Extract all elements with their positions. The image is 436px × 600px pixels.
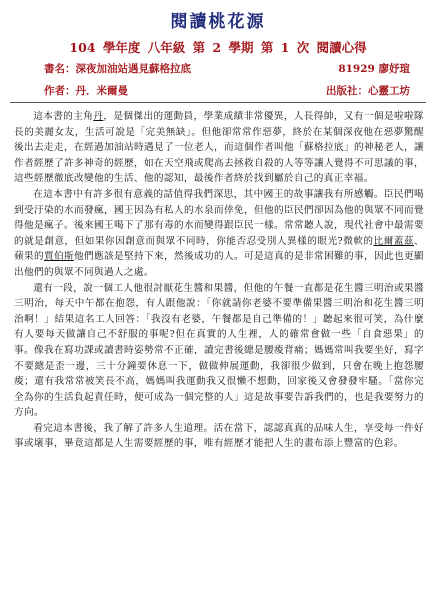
reading-report-page — [6, 4, 430, 596]
name-steve-jobs: 賈伯斯 — [44, 251, 74, 263]
publisher-label: 出版社： — [326, 85, 368, 97]
publisher-field — [326, 80, 410, 102]
essay-paragraph-3: 還有一段，說一個工人他很討厭花生醬和果醬，但他的午餐一直都是花生醬三明治或果醬三明治，每天中午都在抱怨，有人跟他說：「你就請你老婆不要準備果醬三明治和花生醬三明治啊！」結果這名工人回答：「我沒有老婆，午餐都是自己準備的！」聽起來很可笑，為什麼有人要每天做讓自己不舒服的事呢?但在真實的人生裡，人的確常會做一些「自食惡果」的事。像我在寫功課或讀書時姿勢常不正確，讀完書後總是腰痠背痛；媽媽常叫我要坐好，寫字不要總是歪一邊，三十分鐘要休息一下，做做伸展運動，我卻很少做到，只會在晚上抱怨腰痠；還有我常常被笑長不高，媽媽叫我運動我又很懶不想動，回家後又會發發牢騷。「當你完全為你的生活負起責任時，便可成為一個完整的人」這是故事要告訴我們的，也是我要努力的方向。 — [14, 282, 424, 419]
author-value: 丹．米爾曼 — [75, 85, 128, 97]
book-title-value: 深夜加油站遇見蘇格拉底 — [75, 63, 191, 75]
essay-paragraph-4: 看完這本書後，我了解了許多人生道理。活在當下，認認真真的品味人生，享受每一件好事或壞事，畢竟這都是人生需要經歷的事，唯有經歷才能把人生的畫布添上豐富的色彩。 — [14, 422, 424, 450]
p2-text-a: 在這本書中有許多很有意義的話值得我們深思，其中國王的故事讓我有所感觸。臣民們喝到受汙染的水而發瘋，國王因為有私人的水泉而倖免，但他的臣民們卻因為他的與眾不同而覺得他是瘋子。後來國王喝下了那有毒的水而變得跟臣民一樣。常常聽人說，現代社會中最需要的就是創意，但如果你因創意而與眾不同時，你能否忍受別人異樣的眼光?微軟的 — [14, 188, 424, 247]
author-publisher-row — [6, 80, 430, 102]
book-title-label: 書名： — [44, 63, 76, 75]
protagonist-name: 丹 — [93, 111, 104, 122]
p2-text-b: 、蘋果的 — [14, 235, 424, 263]
p1-text-b: ，是個傑出的運動員，學業成績非常優異，人長得帥，又有一個是啦啦隊長的美麗女友，生活可說是「完美無缺」。但他卻常常作惡夢，終於在某個深夜他在惡夢驚醒後出去走走，在經過加油站時遇見了一位老人，而這個作者叫他「蘇格拉底」的神秘老人，讓作者經歷了許多神奇的經歷，如在天空飛或爬高去拯救自殺的人等等讓人覺得不可思議的事，這些經歷徹底改變他的生活、他的認知，最後作者終於找到屬於自己的真正幸福。 — [14, 111, 424, 185]
essay-body — [6, 109, 430, 452]
essay-paragraph-1 — [14, 109, 424, 187]
name-bill-gates: 比爾蓋茲 — [373, 235, 414, 247]
essay-paragraph-2 — [14, 187, 424, 281]
report-subtitle: 104 學年度 八年級 第 2 學期 第 1 次 閱讀心得 — [69, 40, 367, 55]
publisher-value: 心靈工坊 — [368, 85, 410, 97]
p2-text-c: 他們應該是堅持下來，然後成功的人。可是這真的是非常困難的事，因此也更顯出他們的與眾不同與過人之處。 — [14, 251, 424, 278]
student-id-name: 81929 廖妤瑄 — [338, 63, 410, 75]
author-label: 作者： — [44, 85, 76, 97]
author-field — [44, 80, 128, 102]
divider — [10, 102, 426, 103]
p1-text-a: 這本書的主角 — [33, 111, 94, 122]
book-title-row — [6, 58, 430, 80]
book-title-field — [44, 58, 191, 80]
page-title: 閱讀桃花源 — [170, 12, 266, 32]
